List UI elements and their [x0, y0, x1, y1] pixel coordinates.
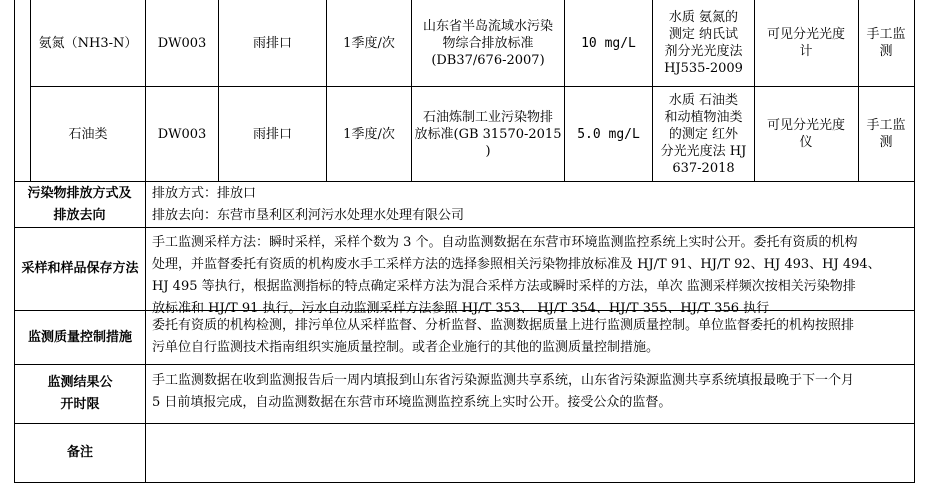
row-divider [14, 423, 915, 424]
monitoring-mode: 手工监测 [866, 118, 906, 150]
table-border-bottom [14, 482, 915, 483]
method-line: 水质 石油类 [668, 92, 739, 108]
discharge-label: 污染物排放方式及排放去向 [27, 185, 132, 223]
standard-line: 石油炼制工业污染物排 [422, 109, 553, 125]
emission-standard [412, 0, 564, 86]
disclosure-label: 监测结果公开时限 [47, 375, 113, 412]
monitoring-mode: 手工监测 [866, 27, 906, 59]
concentration-limit: 5.0 mg/L [577, 126, 640, 142]
disclosure-line: 手工监测数据在收到监测报告后一周内填报到山东省污染源监测共享系统，山东省污染源监测共享系统填报最晚于下一个月 [152, 373, 855, 388]
method-line: 和动植物油类 [664, 109, 743, 125]
method-line: 的测定 红外 [668, 126, 739, 142]
disclosure-content [152, 370, 910, 420]
row-divider [14, 364, 915, 365]
method-line: HJ535-2009 [664, 61, 743, 76]
discharge-content [152, 183, 910, 227]
quality-control-line: 委托有资质的机构检测，排污单位从采样监督、分析监督、监测数据质量上进行监测质量控制。单位监督委托的机构按照排 [152, 318, 855, 333]
instrument-name: 可见分光光度计 [766, 27, 845, 59]
sampling-line: 放标准和 HJ/T 91 执行。污水自动监测采样方法参照 HJ/T 353、 HJ/T 354、HJ/T 355、HJ/T 356 执行 [152, 301, 770, 316]
method-line: 分光光度法 HJ [660, 143, 747, 159]
method-line: 剂分光光度法 [664, 44, 743, 59]
standard-line: 放标准(GB 31570-2015 [414, 126, 562, 142]
analysis-method [653, 87, 754, 181]
instrument-name: 可见分光光度仪 [766, 118, 845, 150]
analysis-method [653, 0, 754, 86]
standard-line: 物综合排放标准 [442, 35, 534, 51]
row-divider [14, 227, 915, 228]
quality-control-content [152, 315, 910, 361]
table-border-right [914, 0, 915, 483]
discharge-destination: 排放去向：东营市垦利区利河污水处理水处理有限公司 [152, 208, 465, 223]
pollutant-name: 氨氮（NH3-N） [38, 35, 138, 51]
monitoring-frequency: 1季度/次 [343, 126, 395, 142]
remarks-label: 备注 [66, 445, 93, 460]
method-line: 637-2018 [672, 160, 735, 176]
discharge-method: 排放方式：排放口 [152, 186, 257, 201]
emission-standard [412, 87, 564, 181]
pollutant-name: 石油类 [68, 126, 108, 142]
outlet-name: 雨排口 [252, 126, 292, 142]
quality-control-line: 污单位自行监测技术指南组织实施质量控制。或者企业施行的其他的监测质量控制措施。 [152, 340, 660, 355]
monitoring-frequency: 1季度/次 [343, 35, 395, 51]
sampling-line: 手工监测采样方法：瞬时采样，采样个数为 3 个。自动监测数据在东营市环境监测监控系统上实时公开。委托有资质的机构 [152, 235, 858, 250]
concentration-limit: 10 mg/L [581, 35, 636, 51]
standard-line: 山东省半岛流域水污染 [422, 18, 553, 34]
standard-line: ) [485, 143, 491, 159]
table-border-left [14, 0, 15, 483]
remarks-content [152, 428, 910, 478]
column-divider [754, 0, 755, 182]
outlet-code: DW003 [157, 35, 207, 51]
disclosure-line: 5 日前填报完成，自动监测数据在东营市环境监测监控系统上实时公开。接受公众的监督。 [152, 395, 672, 410]
quality-control-label: 监测质量控制措施 [27, 329, 132, 345]
outlet-code: DW003 [157, 126, 207, 142]
method-line: 测定 纳氏试 [668, 27, 739, 42]
column-divider [858, 0, 859, 182]
sampling-label: 采样和样品保存方法 [21, 261, 139, 276]
method-line: 水质 氨氮的 [668, 10, 739, 25]
standard-line: (DB37/676-2007) [431, 52, 545, 68]
row-divider [14, 181, 915, 182]
sampling-line: HJ 495 等执行，根据监测指标的特点确定采样方法为混合采样方法或瞬时采样的方法，单次 监测采样频次按相关污染物排 [152, 279, 856, 294]
sampling-line: 处理，并监督委托有资质的机构废水手工采样方法的选择参照相关污染物排放标准及 HJ/T 91、HJ/T 92、HJ 493、HJ 494、 [152, 257, 881, 272]
outlet-name: 雨排口 [252, 35, 292, 51]
sampling-content [152, 232, 910, 316]
